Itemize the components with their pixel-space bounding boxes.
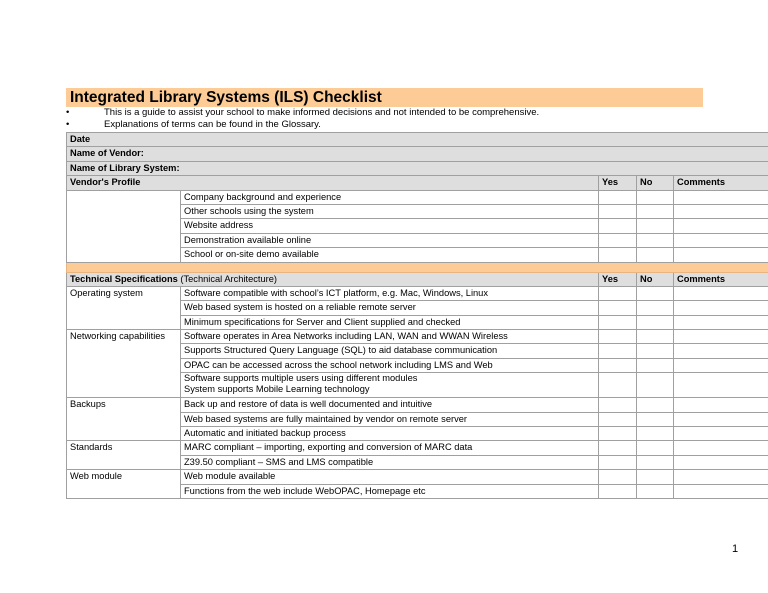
profile-header: Vendor's Profile xyxy=(67,176,599,190)
comments-cell[interactable] xyxy=(674,373,768,398)
checklist-item: Software compatible with school’s ICT platform, e.g. Mac, Windows, Linux xyxy=(181,286,599,300)
comments-cell[interactable] xyxy=(674,455,768,469)
yes-cell[interactable] xyxy=(599,427,637,441)
checklist-item: MARC compliant – importing, exporting and conversion of MARC data xyxy=(181,441,599,455)
checklist-item: Company background and experience xyxy=(181,190,599,204)
yes-cell[interactable] xyxy=(599,484,637,498)
checklist-row xyxy=(67,190,768,204)
bullet-item: • This is a guide to assist your school to make informed decisions and not intended to be comprehensive. xyxy=(66,107,539,119)
comments-cell[interactable] xyxy=(674,484,768,498)
checklist-item: System supports Mobile Learning technology xyxy=(184,384,370,395)
checklist-item: Software supports multiple users using different modules xyxy=(184,373,418,384)
date-field[interactable]: Date xyxy=(67,133,768,147)
comments-cell[interactable] xyxy=(674,412,768,426)
no-cell[interactable] xyxy=(637,315,674,329)
tech-header xyxy=(67,272,599,286)
no-cell[interactable] xyxy=(637,427,674,441)
checklist-row xyxy=(67,441,768,455)
no-cell[interactable] xyxy=(637,301,674,315)
tech-header-row xyxy=(67,272,768,286)
checklist-item: Software operates in Area Networks including LAN, WAN and WWAN Wireless xyxy=(181,330,599,344)
checklist-row xyxy=(67,398,768,412)
no-cell[interactable] xyxy=(637,344,674,358)
checklist-row xyxy=(67,330,768,344)
checklist-item: OPAC can be accessed across the school network including LMS and Web xyxy=(181,358,599,372)
yes-cell[interactable] xyxy=(599,358,637,372)
yes-cell[interactable] xyxy=(599,301,637,315)
checklist-item: Functions from the web include WebOPAC, Homepage etc xyxy=(181,484,599,498)
bullet-item: • Explanations of terms can be found in the Glossary. xyxy=(66,119,539,131)
checklist-item xyxy=(181,373,599,398)
checklist-item: Other schools using the system xyxy=(181,204,599,218)
vendor-name-field[interactable]: Name of Vendor: xyxy=(67,147,768,161)
yes-cell[interactable] xyxy=(599,286,637,300)
checklist-item: Web based system is hosted on a reliable remote server xyxy=(181,301,599,315)
checklist-item: Z39.50 compliant – SMS and LMS compatible xyxy=(181,455,599,469)
tech-header-title: Technical Specifications xyxy=(70,273,178,284)
no-cell[interactable] xyxy=(637,398,674,412)
comments-cell[interactable] xyxy=(674,344,768,358)
comments-cell[interactable] xyxy=(674,330,768,344)
page-title: Integrated Library Systems (ILS) Checklist xyxy=(66,88,703,107)
comments-cell[interactable] xyxy=(674,398,768,412)
yes-cell[interactable] xyxy=(599,455,637,469)
comments-cell[interactable] xyxy=(674,248,768,262)
yes-cell[interactable] xyxy=(599,315,637,329)
no-cell[interactable] xyxy=(637,190,674,204)
comments-cell[interactable] xyxy=(674,301,768,315)
no-cell[interactable] xyxy=(637,358,674,372)
yes-cell[interactable] xyxy=(599,441,637,455)
yes-cell[interactable] xyxy=(599,219,637,233)
yes-cell[interactable] xyxy=(599,204,637,218)
category-label: Operating system xyxy=(67,286,181,329)
no-cell[interactable] xyxy=(637,412,674,426)
comments-cell[interactable] xyxy=(674,470,768,484)
yes-header: Yes xyxy=(599,272,637,286)
comments-header: Comments xyxy=(674,272,768,286)
category-label: Standards xyxy=(67,441,181,470)
no-cell[interactable] xyxy=(637,484,674,498)
yes-cell[interactable] xyxy=(599,233,637,247)
yes-cell[interactable] xyxy=(599,373,637,398)
library-system-field[interactable]: Name of Library System: xyxy=(67,161,768,175)
comments-cell[interactable] xyxy=(674,233,768,247)
checklist-item: Demonstration available online xyxy=(181,233,599,247)
comments-cell[interactable] xyxy=(674,190,768,204)
comments-cell[interactable] xyxy=(674,204,768,218)
checklist-item: Automatic and initiated backup process xyxy=(181,427,599,441)
yes-cell[interactable] xyxy=(599,344,637,358)
yes-cell[interactable] xyxy=(599,190,637,204)
checklist-item: Web module available xyxy=(181,470,599,484)
checklist-item: Minimum specifications for Server and Client supplied and checked xyxy=(181,315,599,329)
no-header: No xyxy=(637,176,674,190)
no-cell[interactable] xyxy=(637,441,674,455)
comments-header: Comments xyxy=(674,176,768,190)
yes-cell[interactable] xyxy=(599,412,637,426)
no-cell[interactable] xyxy=(637,204,674,218)
no-cell[interactable] xyxy=(637,373,674,398)
comments-cell[interactable] xyxy=(674,441,768,455)
no-cell[interactable] xyxy=(637,455,674,469)
yes-cell[interactable] xyxy=(599,398,637,412)
category-label: Networking capabilities xyxy=(67,330,181,398)
comments-cell[interactable] xyxy=(674,286,768,300)
divider-bar xyxy=(67,262,768,272)
checklist-row xyxy=(67,286,768,300)
comments-cell[interactable] xyxy=(674,315,768,329)
section-divider xyxy=(67,262,768,272)
category-label: Web module xyxy=(67,470,181,499)
no-header: No xyxy=(637,272,674,286)
profile-header-row xyxy=(67,176,768,190)
checklist-item: Back up and restore of data is well documented and intuitive xyxy=(181,398,599,412)
intro-bullets xyxy=(66,107,539,131)
checklist-item: Supports Structured Query Language (SQL) to aid database communication xyxy=(181,344,599,358)
checklist-table xyxy=(66,132,768,499)
checklist-row xyxy=(67,470,768,484)
yes-header: Yes xyxy=(599,176,637,190)
yes-cell[interactable] xyxy=(599,470,637,484)
no-cell[interactable] xyxy=(637,219,674,233)
no-cell[interactable] xyxy=(637,330,674,344)
comments-cell[interactable] xyxy=(674,219,768,233)
comments-cell[interactable] xyxy=(674,358,768,372)
no-cell[interactable] xyxy=(637,286,674,300)
page-number: 1 xyxy=(732,543,739,555)
checklist-item: Web based systems are fully maintained by vendor on remote server xyxy=(181,412,599,426)
checklist-item: Website address xyxy=(181,219,599,233)
no-cell[interactable] xyxy=(637,248,674,262)
category-label xyxy=(67,190,181,262)
comments-cell[interactable] xyxy=(674,427,768,441)
checklist-item: School or on-site demo available xyxy=(181,248,599,262)
yes-cell[interactable] xyxy=(599,248,637,262)
tech-header-note: (Technical Architecture) xyxy=(177,273,278,284)
no-cell[interactable] xyxy=(637,233,674,247)
no-cell[interactable] xyxy=(637,470,674,484)
category-label: Backups xyxy=(67,398,181,441)
yes-cell[interactable] xyxy=(599,330,637,344)
